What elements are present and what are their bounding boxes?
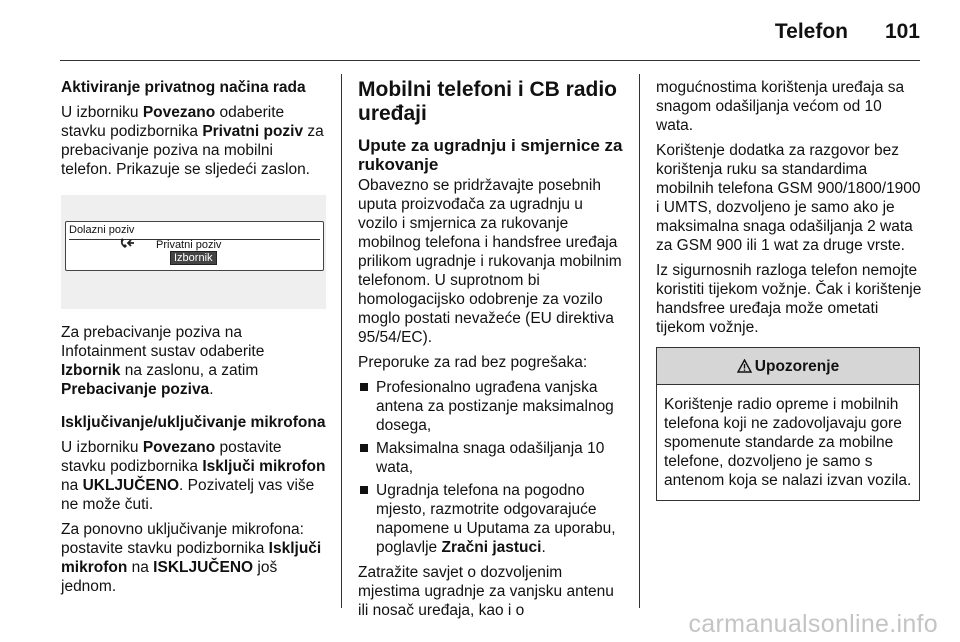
paragraph-mute: [61, 438, 326, 514]
text: Za ponovno uključivanje mikrofona: postavite stavku podizbornika: [61, 521, 304, 557]
menu-term-povezano: Povezano: [142, 104, 216, 121]
value-ukljuceno: UKLJUČENO: [82, 477, 180, 494]
warning-triangle-icon: [737, 359, 752, 373]
list-item: [358, 378, 624, 435]
menu-term-prebacivanje-poziva: Prebacivanje poziva: [61, 381, 210, 398]
menu-term-privatni-poziv: Privatni poziv: [202, 123, 304, 140]
column-2: [358, 78, 624, 626]
paragraph-installation: Obavezno se pridržavajte posebnih uputa proizvođača za ugradnju u vozilo i smjernica za rukovanje mobilnog telefona i handsfree uređaja prilikom ugradnje i rukovanja mobilnim telefonom. U suprotnom bi homologacijsko odobrenje za vozilo moglo postati nevažeće (EU direktiva 95/54/EC).: [358, 177, 622, 346]
text: na: [61, 477, 83, 494]
warning-title: Upozorenje: [754, 357, 840, 375]
bullet-icon: [360, 486, 368, 494]
paragraph-transfer: [61, 323, 326, 399]
menu-term-povezano: Povezano: [142, 439, 216, 456]
list-item: [358, 439, 624, 477]
text: Za prebacivanje poziva na Infotainment sustav odaberite: [61, 324, 265, 360]
column-divider-2: [639, 74, 640, 608]
warning-box: [656, 347, 920, 501]
paragraph-advice: Zatražite savjet o dozvoljenim mjestima ugradnje za vanjsku antenu ili nosač uređaja, kao i o: [358, 564, 614, 619]
list-item-text: Maksimalna snaga odašiljanja 10 wata,: [376, 440, 605, 476]
header-divider: [60, 60, 920, 61]
paragraph-unmute: [61, 520, 326, 596]
reference-zracni-jastuci: Zračni jastuci: [441, 539, 542, 556]
text: . Pozivatelj vas više ne može čuti.: [61, 477, 315, 513]
column-1: [61, 78, 326, 602]
bullet-icon: [360, 383, 368, 391]
warning-header: [657, 348, 919, 385]
page-number: 101: [884, 20, 920, 43]
text: odaberite stavku podizbornika: [61, 104, 285, 140]
recommendations-list: [358, 378, 624, 557]
text: na: [127, 559, 154, 576]
header-title: Telefon: [774, 20, 848, 43]
subsection-heading: Upute za ugradnju i smjernice za rukovanje: [358, 136, 623, 174]
paragraph-safety: Iz sigurnosnih razloga telefon nemojte koristiti tijekom vožnje. Čak i korištenje handsfree uređaja može ometati tijekom vožnje.: [656, 262, 922, 336]
paragraph-power: mogućnostima korištenja uređaja sa snagom odašiljanja većom od 10 wata.: [656, 79, 905, 134]
text: postavite stavku podizbornika: [61, 439, 282, 475]
paragraph-recommendations: Preporuke za rad bez pogrešaka:: [358, 354, 588, 371]
text: U izborniku: [61, 104, 143, 121]
heading-private-mode: Aktiviranje privatnog načina rada: [61, 79, 306, 96]
list-item-text: Ugradnja telefona na pogodno mjesto, razmotrite odgovarajuće napomene u Uputama za uporabu, poglavlje: [376, 482, 616, 556]
text: .: [541, 539, 546, 556]
warning-body: Korištenje radio opreme i mobilnih telefona koji ne zadovoljavaju gore spomenute standarde za mobilne telefone, dozvoljeno je samo s antenom koja se nalazi izvan vozila.: [664, 396, 912, 489]
menu-term-izbornik: Izbornik: [61, 362, 121, 379]
screen-title: Dolazni poziv: [69, 224, 135, 236]
section-heading: Mobilni telefoni i CB radio uređaji: [358, 78, 617, 125]
list-item-text: Profesionalno ugrađena vanjska antena za postizanje maksimalnog dosega,: [376, 379, 614, 434]
screen-illustration: [61, 195, 326, 309]
watermark: carmanualsonline.info: [688, 610, 938, 638]
column-divider-1: [341, 74, 342, 608]
menu-term-iskljuci-mikrofon: Isključi mikrofon: [202, 458, 326, 475]
bullet-icon: [360, 444, 368, 452]
column-3: [656, 78, 922, 501]
text: .: [209, 381, 214, 398]
screen-display: [65, 221, 324, 271]
text: U izborniku: [61, 439, 143, 456]
menu-term-iskljuci-mikrofon: Isključi mikrofon: [61, 540, 322, 576]
text: na zaslonu, a zatim: [120, 362, 259, 379]
text: za prebacivanje poziva na mobilni telefon. Prikazuje se sljedeći zaslon.: [61, 123, 324, 178]
paragraph-private-mode: [61, 103, 326, 179]
screen-private-call-label: Privatni poziv: [156, 239, 222, 251]
screen-menu-button[interactable]: Izbornik: [170, 251, 217, 265]
phone-transfer-icon: [119, 237, 135, 251]
text: još jednom.: [61, 559, 278, 595]
value-iskljuceno: ISKLJUČENO: [153, 559, 254, 576]
list-item: [358, 481, 624, 557]
heading-microphone: Isključivanje/uključivanje mikrofona: [61, 414, 326, 431]
paragraph-handsfree: Korištenje dodatka za razgovor bez korištenja ruku sa standardima mobilnih telefona GSM 900/1800/1900 i UMTS, dozvoljeno je samo ako je maksimalna snaga odašiljanja 2 wata za GSM 900 ili 1 wat za druge vrste.: [656, 142, 921, 254]
